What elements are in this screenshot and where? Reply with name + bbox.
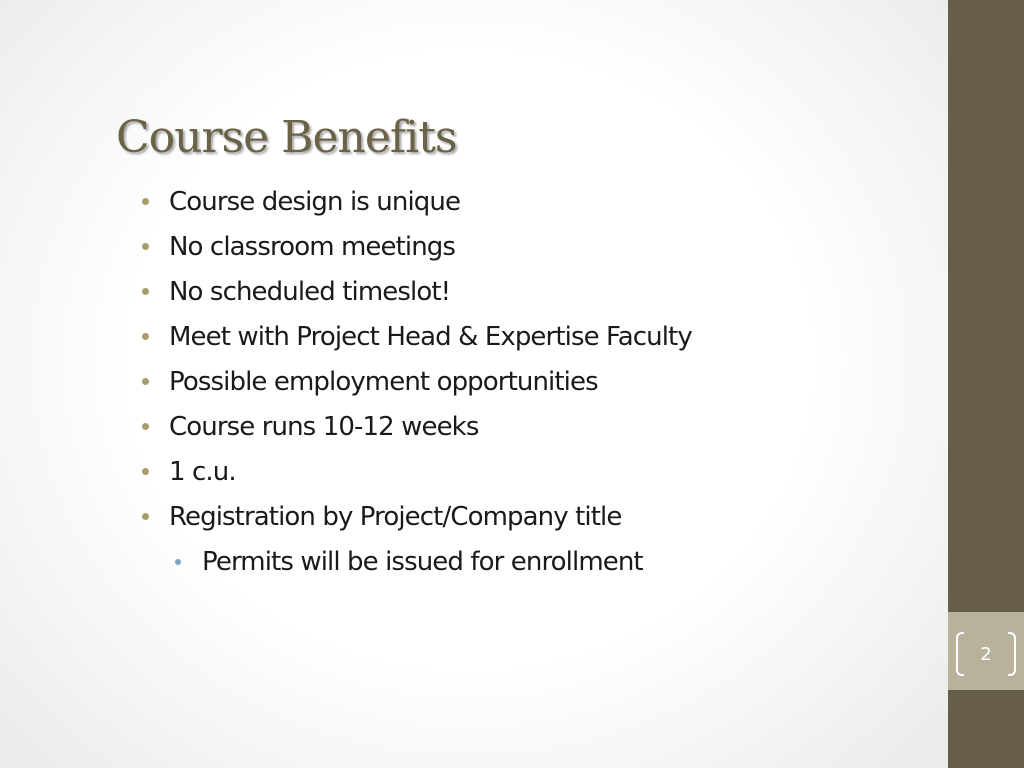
bullet-item [142,450,692,495]
bullet-text: Meet with Project Head & Expertise Faculty [169,322,692,352]
left-bracket-icon [956,632,964,676]
bullet-item [142,495,692,540]
bullet-item [142,225,692,270]
bullet-text: No classroom meetings [169,232,456,262]
bullet-text: 1 c.u. [169,457,236,487]
bullet-list [142,180,692,585]
bullet-dot-icon [142,333,149,340]
bullet-text: No scheduled timeslot! [169,277,451,307]
slide-title: Course Benefits [116,112,457,163]
right-bracket-icon [1008,632,1016,676]
bullet-item [142,315,692,360]
bullet-text: Registration by Project/Company title [169,502,622,532]
bullet-dot-icon [142,513,149,520]
bullet-item [142,180,692,225]
bullet-item [142,360,692,405]
bullet-item [142,405,692,450]
page-number: 2 [980,644,992,665]
bullet-dot-icon [142,378,149,385]
bullet-dot-icon [142,423,149,430]
bullet-dot-icon [142,468,149,475]
sub-bullet-dot-icon [175,559,181,565]
bullet-dot-icon [142,198,149,205]
bullet-item [142,270,692,315]
bullet-text: Possible employment opportunities [169,367,598,397]
bullet-dot-icon [142,243,149,250]
sub-bullet-item [175,540,692,585]
bullet-text: Course design is unique [169,187,461,217]
bullet-dot-icon [142,288,149,295]
bullet-text: Course runs 10-12 weeks [169,412,479,442]
sub-bullet-text: Permits will be issued for enrollment [202,547,643,577]
